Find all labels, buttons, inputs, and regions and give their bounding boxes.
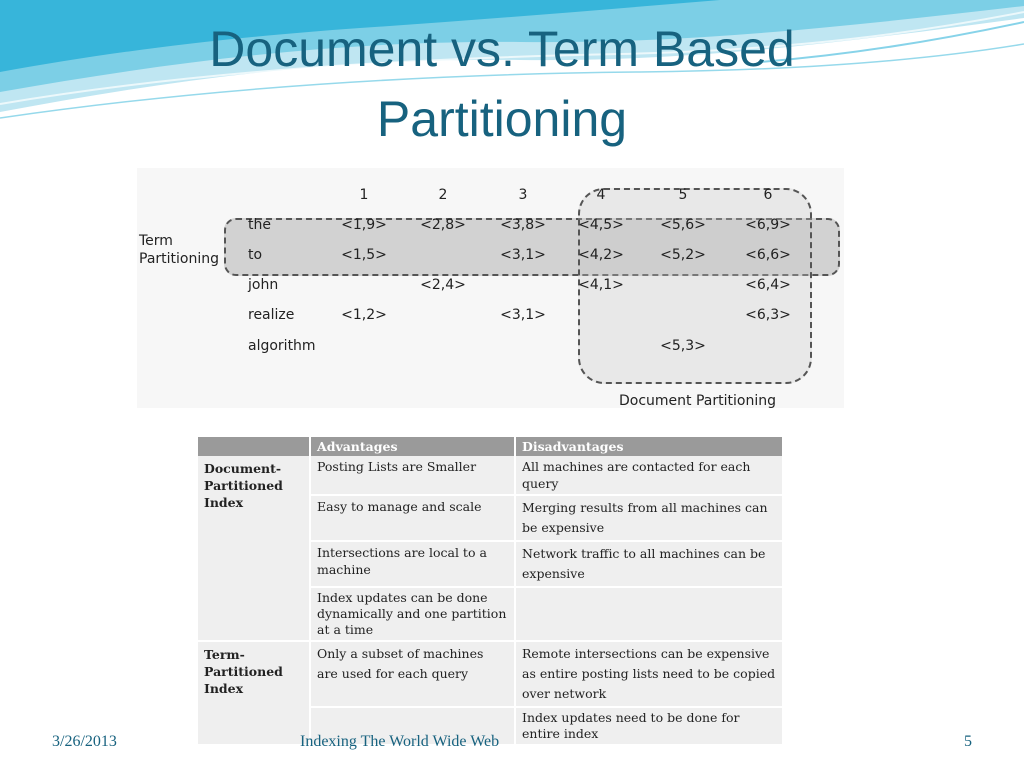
term-partitioning-label: Term Partitioning bbox=[139, 233, 219, 267]
posting-cell: <4,2> bbox=[578, 247, 624, 263]
table-row bbox=[198, 642, 784, 708]
comparison-header-row bbox=[198, 437, 784, 456]
posting-cell: <4,1> bbox=[578, 277, 624, 293]
doc-column-header: 1 bbox=[359, 187, 369, 203]
corner-header bbox=[198, 437, 311, 456]
advantage-cell: Posting Lists are Smaller bbox=[311, 456, 516, 496]
posting-cell: <6,3> bbox=[745, 307, 791, 323]
term-partitioned-index-label: Term- Partitioned Index bbox=[198, 642, 311, 746]
posting-cell: <3,1> bbox=[500, 307, 546, 323]
doc-column-header: 4 bbox=[596, 187, 606, 203]
posting-cell: <3,1> bbox=[500, 247, 546, 263]
document-partitioning-label: Document Partitioning bbox=[619, 393, 776, 409]
posting-cell: <5,2> bbox=[660, 247, 706, 263]
term-label: to bbox=[248, 247, 263, 263]
document-partitioned-index-label: Document- Partitioned Index bbox=[198, 456, 311, 642]
term-label: john bbox=[248, 277, 279, 293]
posting-cell: <2,8> bbox=[420, 217, 466, 233]
footer-date: 3/26/2013 bbox=[52, 733, 117, 750]
advantage-cell: Intersections are local to a machine bbox=[311, 542, 516, 588]
disadvantage-cell: All machines are contacted for each query bbox=[516, 456, 784, 496]
advantage-cell: Easy to manage and scale bbox=[311, 496, 516, 542]
posting-cell: <6,6> bbox=[745, 247, 791, 263]
posting-cell: <5,6> bbox=[660, 217, 706, 233]
advantage-cell: Only a subset of machines are used for each query bbox=[311, 642, 516, 708]
slide-title-line-2: Partitioning bbox=[376, 91, 628, 147]
doc-column-header: 6 bbox=[763, 187, 773, 203]
advantages-header: Advantages bbox=[311, 437, 516, 456]
disadvantage-cell: Index updates need to be done for entire index bbox=[516, 708, 784, 746]
term-label: the bbox=[248, 217, 271, 233]
posting-cell: <1,9> bbox=[341, 217, 387, 233]
posting-cell: <1,5> bbox=[341, 247, 387, 263]
disadvantage-cell: Network traffic to all machines can be expensive bbox=[516, 542, 784, 588]
disadvantage-cell: Merging results from all machines can be expensive bbox=[516, 496, 784, 542]
term-label: realize bbox=[248, 307, 295, 323]
term-label: algorithm bbox=[248, 338, 316, 354]
disadvantage-cell: Remote intersections can be expensive as entire posting lists need to be copied over network bbox=[516, 642, 784, 708]
table-row bbox=[198, 456, 784, 496]
disadvantages-header: Disadvantages bbox=[516, 437, 784, 456]
posting-cell: <1,2> bbox=[341, 307, 387, 323]
slide-title bbox=[0, 14, 1004, 154]
slide-title-line-1: Document vs. Term Based bbox=[209, 21, 795, 77]
doc-column-header: 3 bbox=[518, 187, 528, 203]
comparison-table bbox=[198, 437, 784, 746]
advantage-cell: Index updates can be done dynamically and one partition at a time bbox=[311, 588, 516, 642]
posting-cell: <4,5> bbox=[578, 217, 624, 233]
posting-cell: <5,3> bbox=[660, 338, 706, 354]
doc-column-header: 2 bbox=[438, 187, 448, 203]
doc-column-header: 5 bbox=[678, 187, 688, 203]
disadvantage-cell bbox=[516, 588, 784, 642]
posting-cell: <6,9> bbox=[745, 217, 791, 233]
posting-cell: <3,8> bbox=[500, 217, 546, 233]
footer-title: Indexing The World Wide Web bbox=[300, 733, 500, 750]
posting-cell: <2,4> bbox=[420, 277, 466, 293]
slide-number: 5 bbox=[964, 733, 972, 750]
postings-matrix-figure bbox=[137, 168, 844, 408]
posting-cell: <6,4> bbox=[745, 277, 791, 293]
